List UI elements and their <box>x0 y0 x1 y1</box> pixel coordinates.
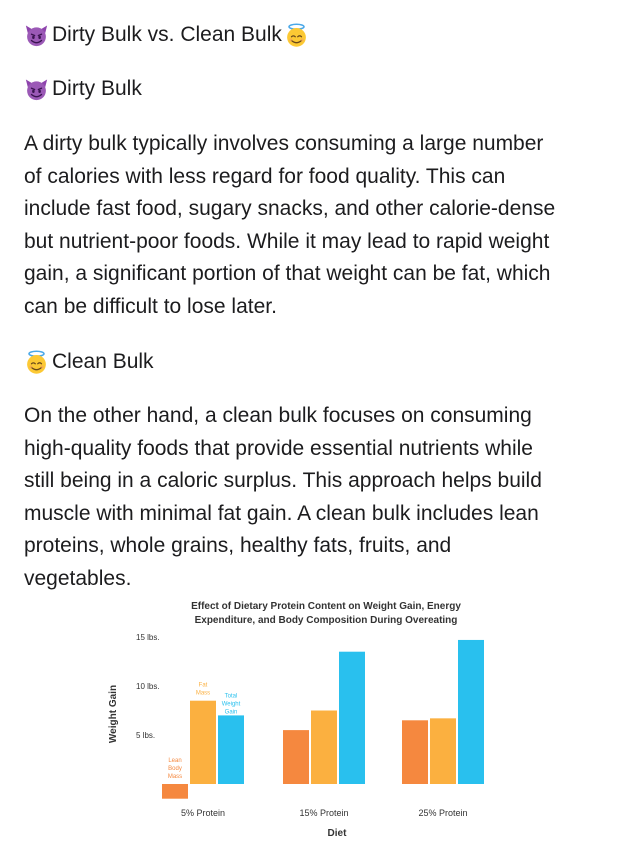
clean-bulk-paragraph <box>24 400 624 595</box>
series-label: Body <box>168 766 182 772</box>
bar-lean-body-mass <box>162 784 188 799</box>
chart-title-line: Expenditure, and Body Composition During Overeating <box>194 615 458 626</box>
paragraph-line: vegetables. <box>24 566 132 590</box>
title-text: Dirty Bulk vs. Clean Bulk <box>52 23 282 46</box>
series-label: Mass <box>195 690 211 697</box>
paragraph-line: A dirty bulk typically involves consuming a large number <box>24 132 544 155</box>
y-tick-label: 10 lbs. <box>136 682 160 691</box>
x-tick-label: 25% Protein <box>418 808 468 818</box>
page-title <box>24 19 312 51</box>
bar-lean-body-mass <box>402 720 428 784</box>
series-label: Lean <box>168 758 182 764</box>
section-heading-clean-bulk <box>24 346 154 378</box>
paragraph-line: include fast food, sugary snacks, and other calorie-dense <box>24 197 556 220</box>
series-label: Total <box>224 693 238 700</box>
bar-fat-mass <box>190 701 216 784</box>
paragraph-line: proteins, whole grains, healthy fats, fruits, and <box>24 534 452 557</box>
chart-title-line: Effect of Dietary Protein Content on Weight Gain, Energy <box>191 601 461 612</box>
x-tick-label: 5% Protein <box>180 808 226 818</box>
series-label: Fat <box>198 682 208 689</box>
paragraph-line: but nutrient-poor foods. While it may lead to rapid weight <box>24 229 550 253</box>
series-label: Weight <box>221 701 241 708</box>
y-tick-label: 5 lbs. <box>136 731 156 740</box>
series-label: Mass <box>167 774 183 780</box>
y-axis-label: Weight Gain <box>108 684 119 744</box>
paragraph-line: high-quality foods that provide essential nutrients while <box>24 436 533 460</box>
paragraph-line: muscle with minimal fat gain. A clean bulk includes lean <box>24 501 539 525</box>
paragraph-line: gain, a significant portion of that weight can be fat, which <box>24 262 551 285</box>
bar-fat-mass <box>311 711 337 785</box>
paragraph-line: On the other hand, a clean bulk focuses on consuming <box>24 404 532 427</box>
paragraph-line: still being in a caloric surplus. This approach helps build <box>24 469 542 492</box>
bar-fat-mass <box>430 718 456 784</box>
bar-lean-body-mass <box>283 730 309 784</box>
clean-bulk-heading-text: Clean Bulk <box>52 350 154 373</box>
chart-svg <box>100 592 520 850</box>
x-axis-label: Diet <box>327 828 347 839</box>
paragraph-line: of calories with less regard for food quality. This can <box>24 164 506 188</box>
section-heading-dirty-bulk <box>24 73 142 105</box>
bar-total-weight-gain <box>339 652 365 784</box>
bar-total-weight-gain <box>218 715 244 784</box>
smiling-angel-icon <box>24 350 49 375</box>
dirty-bulk-paragraph <box>24 128 624 323</box>
bar-total-weight-gain <box>458 640 484 784</box>
protein-weight-gain-chart <box>100 592 520 850</box>
paragraph-line: can be difficult to lose later. <box>24 294 277 318</box>
smiling-devil-icon <box>24 23 49 48</box>
y-tick-label: 15 lbs. <box>136 633 160 642</box>
series-label: Gain <box>224 709 238 716</box>
dirty-bulk-heading-text: Dirty Bulk <box>52 77 142 100</box>
smiling-angel-icon <box>284 23 309 48</box>
x-tick-label: 15% Protein <box>299 808 349 818</box>
smiling-devil-icon <box>24 77 49 102</box>
